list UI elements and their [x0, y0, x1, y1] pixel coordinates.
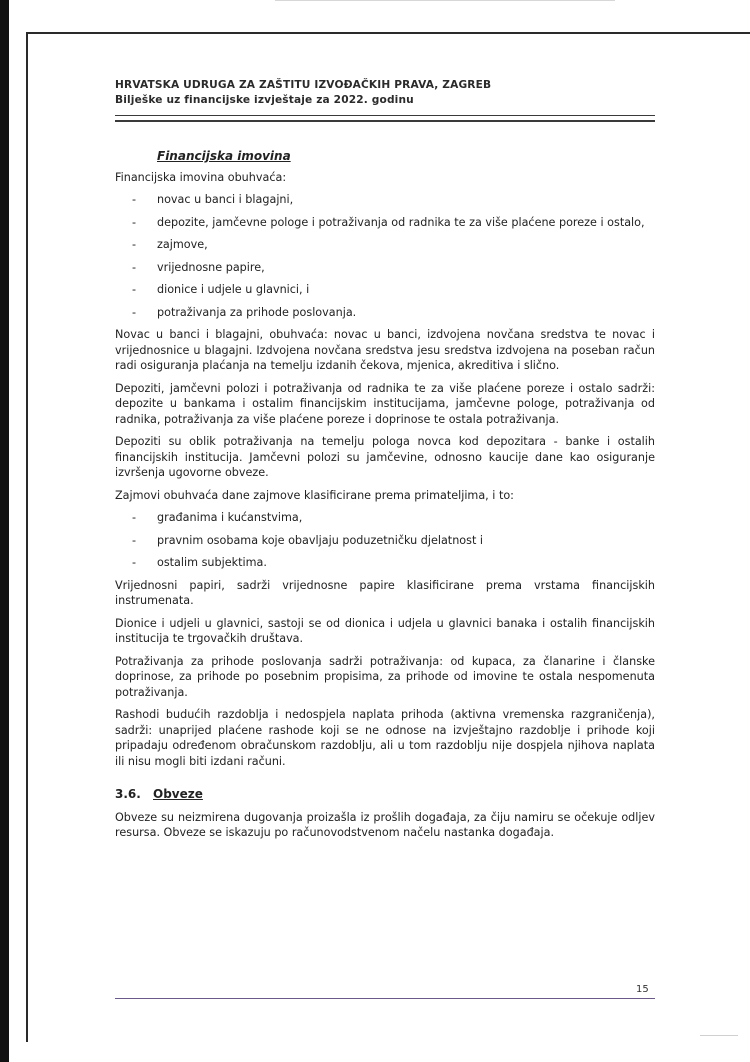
list-item: - dionice i udjele u glavnici, i: [115, 282, 655, 298]
paragraph-depoziti: Depoziti, jamčevni polozi i potraživanja od radnika te za više plaćene poreze i ostalo sadrži: depozite u bankama i ostalim financijskim institucijama, jamčevne pologe, potraživanja od radnika, potraživanja za više plaćene poreze i doprinose te ostala potraživanja.: [115, 381, 655, 426]
paragraph-depoziti-definition: Depoziti su oblik potraživanja na temelju pologa novca kod depozitara - banke i ostalih financijskih institucija. Jamčevni polozi su jamčevine, odnosno kaucije dane kao osiguranje izvršenja ugovorne obveze.: [115, 435, 655, 479]
footer-rule: [115, 998, 655, 999]
obveze-heading: [115, 787, 655, 803]
loan-list: [115, 510, 655, 571]
page-body: [115, 149, 655, 848]
section-title: Financijska imovina: [157, 149, 291, 163]
organization-name: HRVATSKA UDRUGA ZA ZAŠTITU IZVOĐAČKIH PRAVA, ZAGREB: [115, 79, 492, 91]
document-title: Bilješke uz financijske izvještaje za 2022. godinu: [115, 94, 414, 106]
list-item: - vrijednosne papire,: [115, 260, 655, 276]
paragraph-obveze: Obveze su neizmirena dugovanja proizašla iz prošlih događaja, za čiju namiru se očekuje odljev resursa. Obveze se iskazuju po računovodstvenom načelu nastanka događaja.: [115, 810, 655, 839]
list-item: - zajmove,: [115, 237, 655, 253]
paragraph-rashodi: Rashodi budućih razdoblja i nedospjela naplata prihoda (aktivna vremenska razgraničenja), sadrži: unaprijed plaćene rashode koji se ne odnose na izvještajno razdoblje i prihode koji pripadaju određenom obračunskom razdoblju, ali u tom razdoblju nije dospjela njihova naplata ili nisu mogli biti izdani računi.: [115, 708, 655, 768]
paragraph-potrazivanja: Potraživanja za prihode poslovanja sadrži potraživanja: od kupaca, za članarine i članske doprinose, za prihode po posebnim propisima, za prihode od imovine te ostala nespomenuta potraživanja.: [115, 654, 655, 699]
scan-top-mark: [275, 0, 615, 1]
page-header: [115, 78, 655, 108]
page-frame-top: [26, 32, 750, 34]
scan-left-edge: [0, 0, 9, 1062]
asset-list: [115, 192, 655, 320]
paragraph-novac: Novac u banci i blagajni, obuhvaća: novac u banci, izdvojena novčana sredstva te novac i vrijednosnice u blagajni. Izdvojena novčana sredstva jesu sredstva izdvojena na poseban račun radi osiguranja plaćanja na temelju izdanih čekova, mjenica, akreditiva i slično.: [115, 328, 655, 372]
page-number: 15: [636, 984, 649, 995]
paragraph-dionice: Dionice i udjeli u glavnici, sastoji se od dionica i udjela u glavnici banaka i ostalih financijskih institucija te trgovačkih društava.: [115, 616, 655, 645]
header-rule-thick: [115, 120, 655, 122]
page-frame-left: [26, 32, 28, 1042]
section-intro: Financijska imovina obuhvaća:: [115, 170, 287, 184]
list-item: - novac u banci i blagajni,: [115, 192, 655, 208]
header-rule-thin: [115, 115, 655, 116]
obveze-title: Obveze: [153, 787, 203, 801]
section-number: 3.6.: [115, 787, 141, 801]
scan-mark: [700, 1035, 738, 1036]
list-item: - potraživanja za prihode poslovanja.: [115, 305, 655, 321]
list-item: - depozite, jamčevne pologe i potraživanja od radnika te za više plaćene poreze i ostalo,: [115, 215, 655, 231]
list-item: - građanima i kućanstvima,: [115, 510, 655, 526]
list-item: - ostalim subjektima.: [115, 555, 655, 571]
list-item: - pravnim osobama koje obavljaju poduzetničku djelatnost i: [115, 533, 655, 549]
paragraph-zajmovi: Zajmovi obuhvaća dane zajmove klasificirane prema primateljima, i to:: [115, 488, 514, 502]
paragraph-vrijednosni-papiri: Vrijednosni papiri, sadrži vrijednosne papire klasificirane prema vrstama financijskih instrumenata.: [115, 578, 655, 607]
